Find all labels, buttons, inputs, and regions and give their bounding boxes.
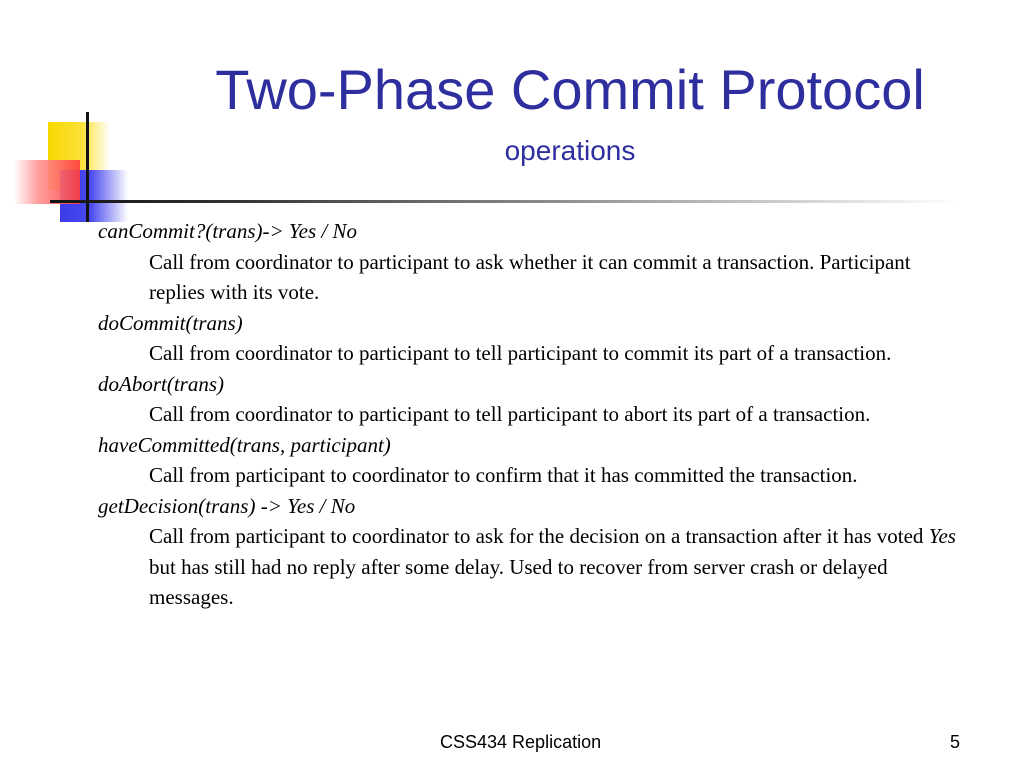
operation-name: canCommit?(trans)-> Yes / No (98, 219, 357, 243)
operation-description: Call from coordinator to participant to tell participant to commit its part of a transaction. (149, 341, 892, 365)
description-text: but has still had no reply after some delay. Used to recover from server crash or delayed messages. (149, 554, 888, 609)
operation-name: getDecision(trans) -> Yes / No (98, 493, 356, 518)
operations-list (98, 216, 958, 613)
description-emphasis: Yes (928, 524, 956, 548)
operation-name: doCommit(trans) (98, 310, 243, 335)
operation-description (98, 521, 958, 613)
operation-description: Call from participant to coordinator to confirm that it has committed the transaction. (149, 463, 858, 487)
decor-vertical-line (86, 112, 89, 222)
title-divider-line (50, 200, 960, 203)
description-text: Call from participant to coordinator to ask for the decision on a transaction after it has voted (149, 524, 929, 548)
slide-subtitle: operations (504, 135, 636, 166)
footer-title: CSS434 Replication (440, 732, 602, 752)
page-number: 5 (950, 732, 961, 752)
slide-title: Two-Phase Commit Protocol (215, 58, 925, 121)
operation-description: Call from coordinator to participant to tell participant to abort its part of a transaction. (149, 402, 871, 426)
operation-name: haveCommitted(trans, participant) (98, 432, 391, 457)
decor-red-square (14, 160, 80, 204)
operation-name: doAbort(trans) (98, 371, 224, 396)
operation-description: Call from coordinator to participant to ask whether it can commit a transaction. Participant replies with its vote. (149, 249, 911, 304)
